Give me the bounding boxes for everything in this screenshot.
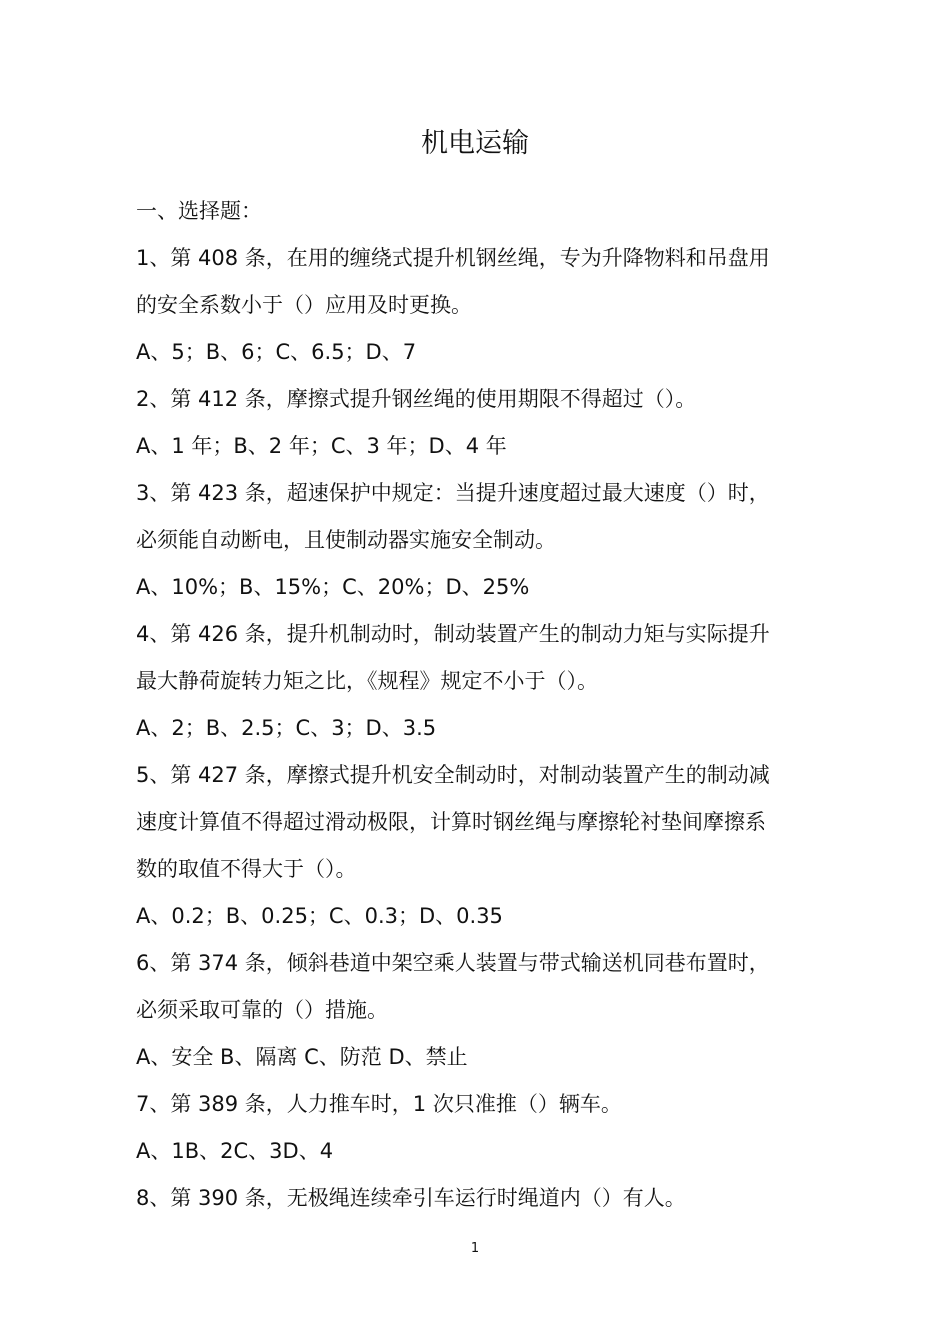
page-number: 1 [470,1241,480,1256]
question-3-options: A、10%；B、15%；C、20%；D、25% [136,575,530,599]
question-1-line-2: 的安全系数小于（）应用及时更换。 [136,293,472,317]
document-title: 机电运输 [421,128,529,159]
question-7-line-1: 7、第 389 条，人力推车时，1 次只准推（）辆车。 [136,1092,622,1116]
document-body [136,188,816,1222]
question-6-line-2: 必须采取可靠的（）措施。 [136,998,388,1022]
question-3-line-1: 3、第 423 条，超速保护中规定：当提升速度超过最大速度（）时， [136,481,770,505]
question-6-options: A、安全 B、隔离 C、防范 D、禁止 [136,1045,468,1069]
section-heading: 一、选择题： [136,199,262,223]
question-7-options: A、1B、2C、3D、4 [136,1139,334,1163]
question-5-line-3: 数的取值不得大于（）。 [136,857,357,881]
question-8-line-1: 8、第 390 条，无极绳连续牵引车运行时绳道内（）有人。 [136,1186,686,1210]
question-4-line-1: 4、第 426 条，提升机制动时，制动装置产生的制动力矩与实际提升 [136,622,770,646]
question-6-line-1: 6、第 374 条，倾斜巷道中架空乘人装置与带式输送机同巷布置时， [136,951,770,975]
question-1-options: A、5；B、6；C、6.5；D、7 [136,340,417,364]
question-4-options: A、2；B、2.5；C、3；D、3.5 [136,716,437,740]
question-2-line-1: 2、第 412 条，摩擦式提升钢丝绳的使用期限不得超过（）。 [136,387,697,411]
question-1-line-1: 1、第 408 条，在用的缠绕式提升机钢丝绳，专为升降物料和吊盘用 [136,246,770,270]
question-5-line-1: 5、第 427 条，摩擦式提升机安全制动时，对制动装置产生的制动减 [136,763,770,787]
question-2-options: A、1 年；B、2 年；C、3 年；D、4 年 [136,434,507,458]
question-4-line-2: 最大静荷旋转力矩之比，《规程》规定不小于（）。 [136,669,598,693]
question-3-line-2: 必须能自动断电，且使制动器实施安全制动。 [136,528,556,552]
question-5-options: A、0.2；B、0.25；C、0.3；D、0.35 [136,904,503,928]
question-5-line-2: 速度计算值不得超过滑动极限，计算时钢丝绳与摩擦轮衬垫间摩擦系 [136,810,766,834]
